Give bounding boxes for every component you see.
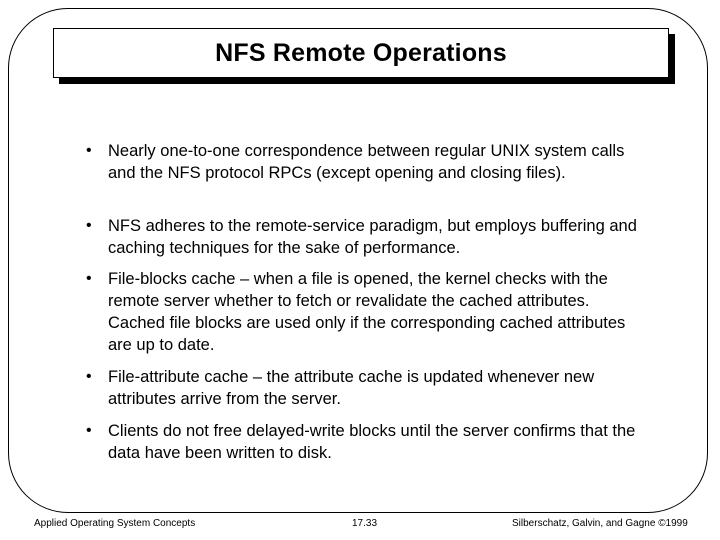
bullet-text: Clients do not free delayed-write blocks until the server confirms that the data have been written to disk. bbox=[108, 422, 636, 462]
bullet-text: File-attribute cache – the attribute cache is updated whenever new attributes arrive from the server. bbox=[108, 368, 595, 408]
footer-page-number: 17.33 bbox=[352, 518, 378, 529]
bullet-list bbox=[86, 140, 646, 464]
bullet-text: File-blocks cache – when a file is opened, the kernel checks with the remote server whether to fetch or revalidate the cached attributes. Cached file blocks are used only if the corresponding cached attributes are up to date. bbox=[108, 270, 626, 354]
bullet-text: Nearly one-to-one correspondence between regular UNIX system calls and the NFS protocol RPCs (except opening and closing files). bbox=[108, 142, 625, 182]
bullet-marker: • bbox=[86, 422, 92, 439]
bullet-marker: • bbox=[86, 217, 92, 234]
bullet-item bbox=[86, 215, 646, 268]
footer-book-title: Applied Operating System Concepts bbox=[34, 518, 196, 529]
bullet-item bbox=[86, 268, 646, 366]
bullet-marker: • bbox=[86, 270, 92, 287]
bullet-marker: • bbox=[86, 368, 92, 385]
title-box bbox=[53, 28, 669, 78]
bullet-marker: • bbox=[86, 142, 92, 159]
bullet-text: NFS adheres to the remote-service paradigm, but employs buffering and caching techniques for the sake of performance. bbox=[108, 217, 637, 257]
bullet-item bbox=[86, 140, 646, 215]
footer-authors: Silberschatz, Galvin, and Gagne ©1999 bbox=[512, 518, 688, 529]
slide-title: NFS Remote Operations bbox=[215, 38, 507, 67]
bullet-item bbox=[86, 420, 646, 464]
bullet-item bbox=[86, 366, 646, 420]
